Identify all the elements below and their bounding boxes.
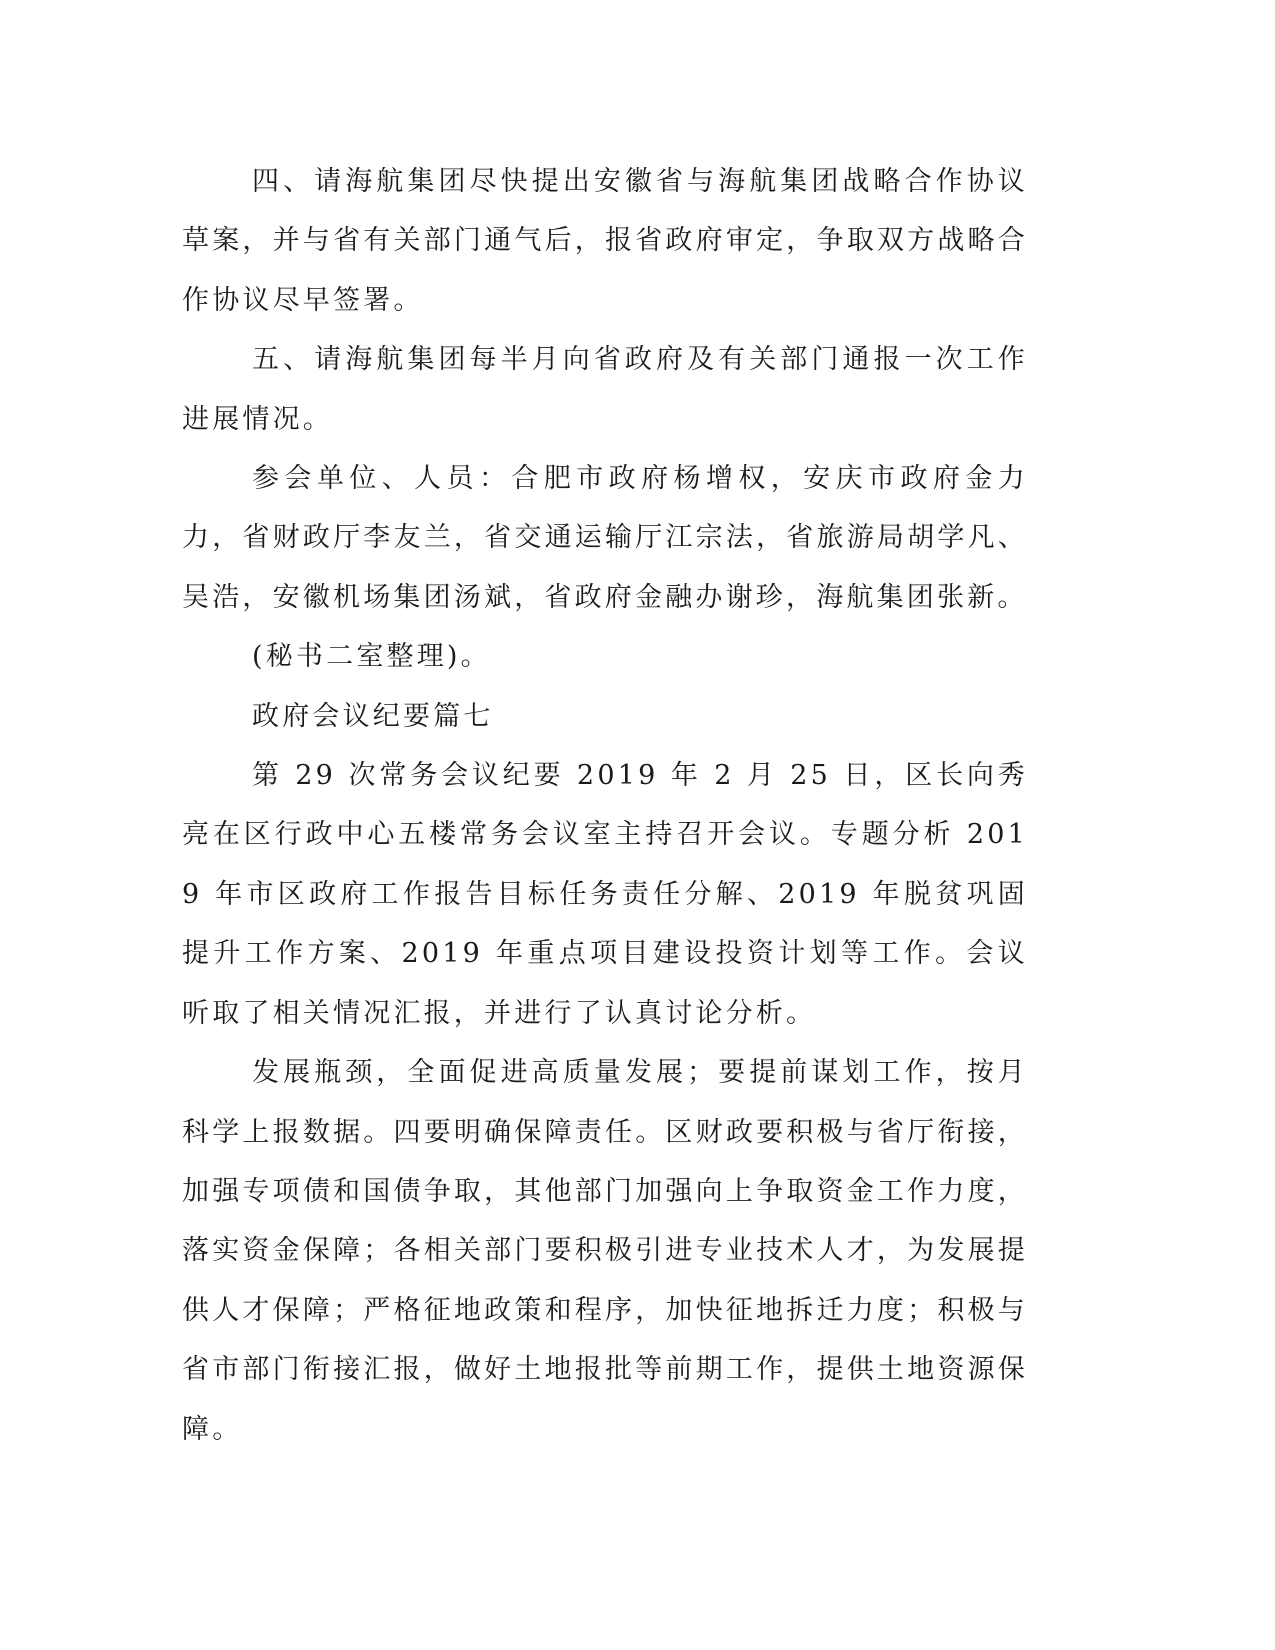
paragraph-meeting-summary: 第 29 次常务会议纪要 2019 年 2 月 25 日，区长向秀亮在区行政中心五楼常务会议室主持召开会议。专题分析 2019 年市区政府工作报告目标任务责任分解、2019 年脱贫巩固提升工作方案、2019 年重点项目建设投资计划等工作。会议听取了相关情况汇报，并进行了认真讨论分析。: [182, 760, 1028, 1029]
section-heading: 政府会议纪要篇七: [252, 700, 494, 732]
paragraph-item-four: 四、请海航集团尽快提出安徽省与海航集团战略合作协议草案，并与省有关部门通气后，报省政府审定，争取双方战略合作协议尽早签署。: [182, 166, 1028, 316]
paragraph-attendees: 参会单位、人员：合肥市政府杨增权，安庆市政府金力力，省财政厅李友兰，省交通运输厅江宗法，省旅游局胡学凡、吴浩，安徽机场集团汤斌，省政府金融办谢珍，海航集团张新。: [182, 463, 1028, 613]
paragraph-item-five: 五、请海航集团每半月向省政府及有关部门通报一次工作进展情况。: [182, 344, 1028, 435]
document-body: [182, 152, 1028, 1459]
paragraph-development: 发展瓶颈，全面促进高质量发展；要提前谋划工作，按月科学上报数据。四要明确保障责任。区财政要积极与省厅衔接，加强专项债和国债争取，其他部门加强向上争取资金工作力度，落实资金保障；各相关部门要积极引进专业技术人才，为发展提供人才保障；严格征地政策和程序，加快征地拆迁力度；积极与省市部门衔接汇报，做好土地报批等前期工作，提供土地资源保障。: [182, 1057, 1028, 1445]
paragraph-note: (秘书二室整理)。: [252, 641, 491, 673]
